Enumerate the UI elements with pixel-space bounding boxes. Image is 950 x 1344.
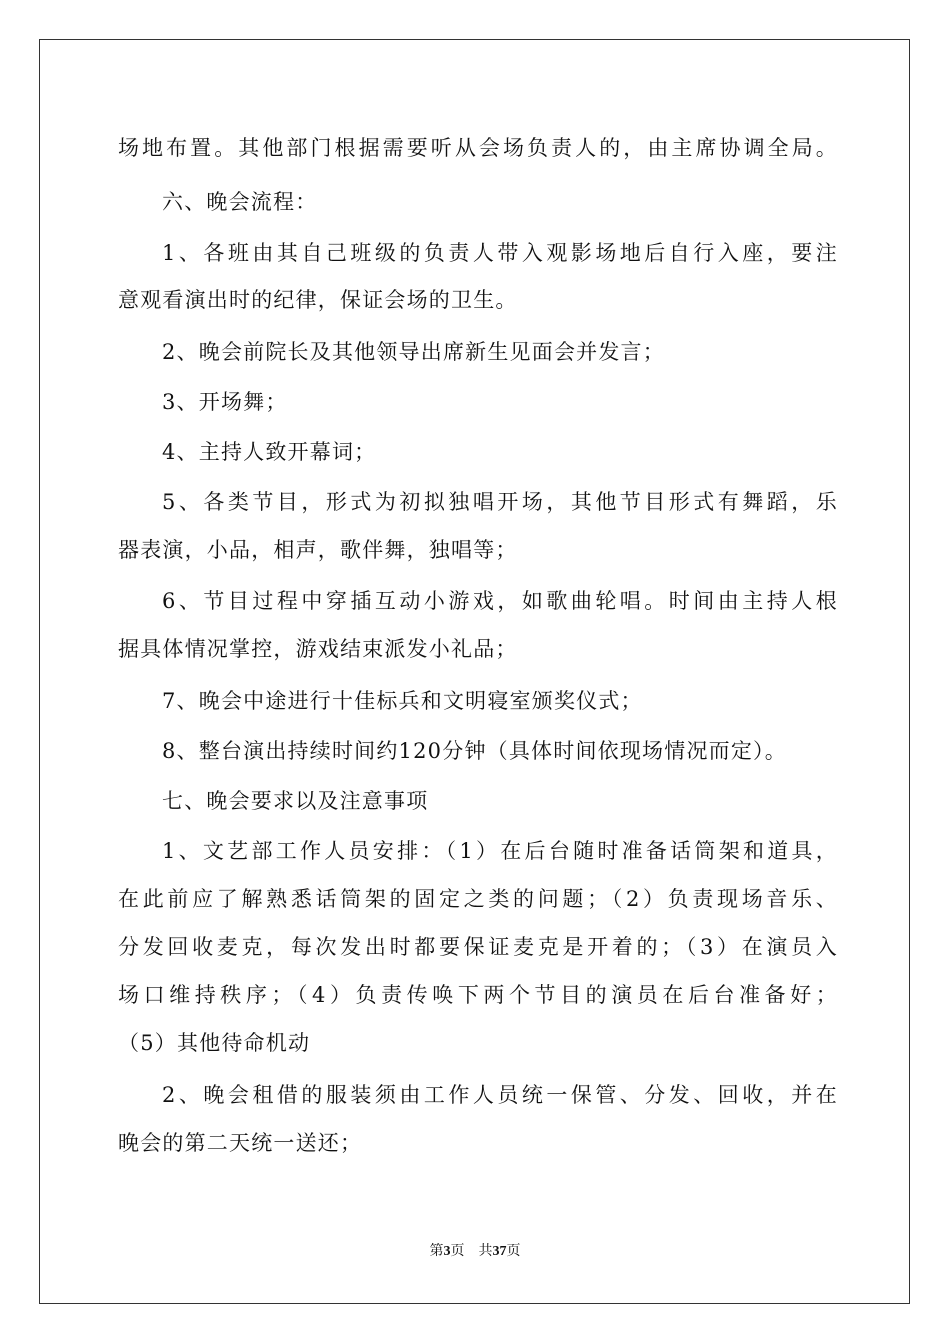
section-heading: 六、晚会流程： xyxy=(162,190,318,214)
body-line: 据具体情况掌控，游戏结束派发小礼品； xyxy=(118,637,518,661)
body-line: 场口维持秩序；（4）负责传唤下两个节目的演员在后台准备好； xyxy=(118,983,838,1007)
footer-page-prefix: 第 xyxy=(429,1244,444,1259)
body-line: 6、节目过程中穿插互动小游戏，如歌曲轮唱。时间由主持人根 xyxy=(162,589,838,613)
body-line: 在此前应了解熟悉话筒架的固定之类的问题；（2）负责现场音乐、 xyxy=(118,887,838,911)
body-line: 2、晚会租借的服装须由工作人员统一保管、分发、回收，并在 xyxy=(162,1083,838,1107)
page-footer xyxy=(0,1240,950,1260)
body-line: 晚会的第二天统一送还； xyxy=(118,1131,363,1155)
section-heading: 七、晚会要求以及注意事项 xyxy=(162,789,429,813)
body-line: 8、整台演出持续时间约120分钟（具体时间依现场情况而定）。 xyxy=(162,739,787,763)
body-line: 场地布置。其他部门根据需要听从会场负责人的，由主席协调全局。 xyxy=(118,136,838,160)
body-line: 3、开场舞； xyxy=(162,390,288,414)
body-line: 2、晚会前院长及其他领导出席新生见面会并发言； xyxy=(162,340,665,364)
body-line: 意观看演出时的纪律，保证会场的卫生。 xyxy=(118,288,518,312)
footer-total-pages: 37 xyxy=(492,1244,507,1259)
footer-page-number: 3 xyxy=(443,1244,451,1259)
body-line: 7、晚会中途进行十佳标兵和文明寝室颁奖仪式； xyxy=(162,689,643,713)
body-line: 1、文艺部工作人员安排：（1）在后台随时准备话筒架和道具， xyxy=(162,839,838,863)
footer-total-suffix: 页 xyxy=(506,1244,521,1259)
body-line: （5）其他待命机动 xyxy=(118,1031,311,1055)
body-line: 器表演，小品，相声，歌伴舞，独唱等； xyxy=(118,538,518,562)
footer-total-prefix: 共 xyxy=(478,1244,493,1259)
body-line: 1、各班由其自己班级的负责人带入观影场地后自行入座，要注 xyxy=(162,241,838,265)
body-line: 5、各类节目，形式为初拟独唱开场，其他节目形式有舞蹈，乐 xyxy=(162,490,838,514)
footer-page-suffix: 页 xyxy=(450,1244,465,1259)
body-line: 4、主持人致开幕词； xyxy=(162,440,377,464)
body-line: 分发回收麦克，每次发出时都要保证麦克是开着的；（3）在演员入 xyxy=(118,935,838,959)
